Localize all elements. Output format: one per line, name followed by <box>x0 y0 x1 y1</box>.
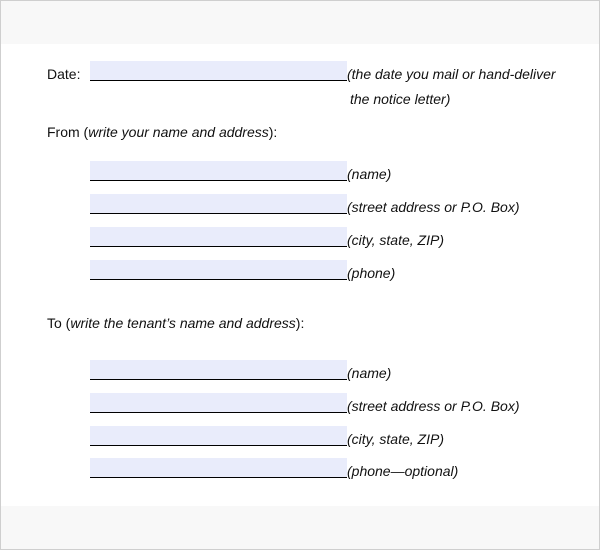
from-name-hint: (name) <box>347 166 392 182</box>
to-heading-prefix: To ( <box>47 315 71 331</box>
date-hint-line2: the notice letter) <box>350 91 451 107</box>
date-hint-line1: (the date you mail or hand-deliver <box>347 66 556 82</box>
to-heading-instruction: write the tenant’s name and address <box>70 315 296 331</box>
to-city-hint: (city, state, ZIP) <box>347 431 444 447</box>
from-name-field[interactable] <box>90 161 347 181</box>
from-city-hint: (city, state, ZIP) <box>347 232 444 248</box>
from-street-hint: (street address or P.O. Box) <box>347 199 520 215</box>
form-page <box>1 44 599 506</box>
from-phone-hint: (phone) <box>347 265 396 281</box>
to-street-hint: (street address or P.O. Box) <box>347 398 520 414</box>
to-heading <box>47 315 304 331</box>
from-heading <box>47 124 277 140</box>
from-city-field[interactable] <box>90 227 347 247</box>
to-name-hint: (name) <box>347 365 392 381</box>
from-phone-field[interactable] <box>90 260 347 280</box>
from-heading-instruction: write your name and address <box>88 124 269 140</box>
date-field[interactable] <box>90 61 347 81</box>
to-heading-suffix: ): <box>295 315 305 331</box>
from-street-field[interactable] <box>90 194 347 214</box>
from-heading-prefix: From ( <box>47 124 89 140</box>
to-name-field[interactable] <box>90 360 347 380</box>
date-label: Date: <box>47 66 81 82</box>
to-street-field[interactable] <box>90 393 347 413</box>
from-heading-suffix: ): <box>268 124 278 140</box>
to-phone-field[interactable] <box>90 458 347 478</box>
to-city-field[interactable] <box>90 426 347 446</box>
to-phone-hint: (phone—optional) <box>347 463 459 479</box>
